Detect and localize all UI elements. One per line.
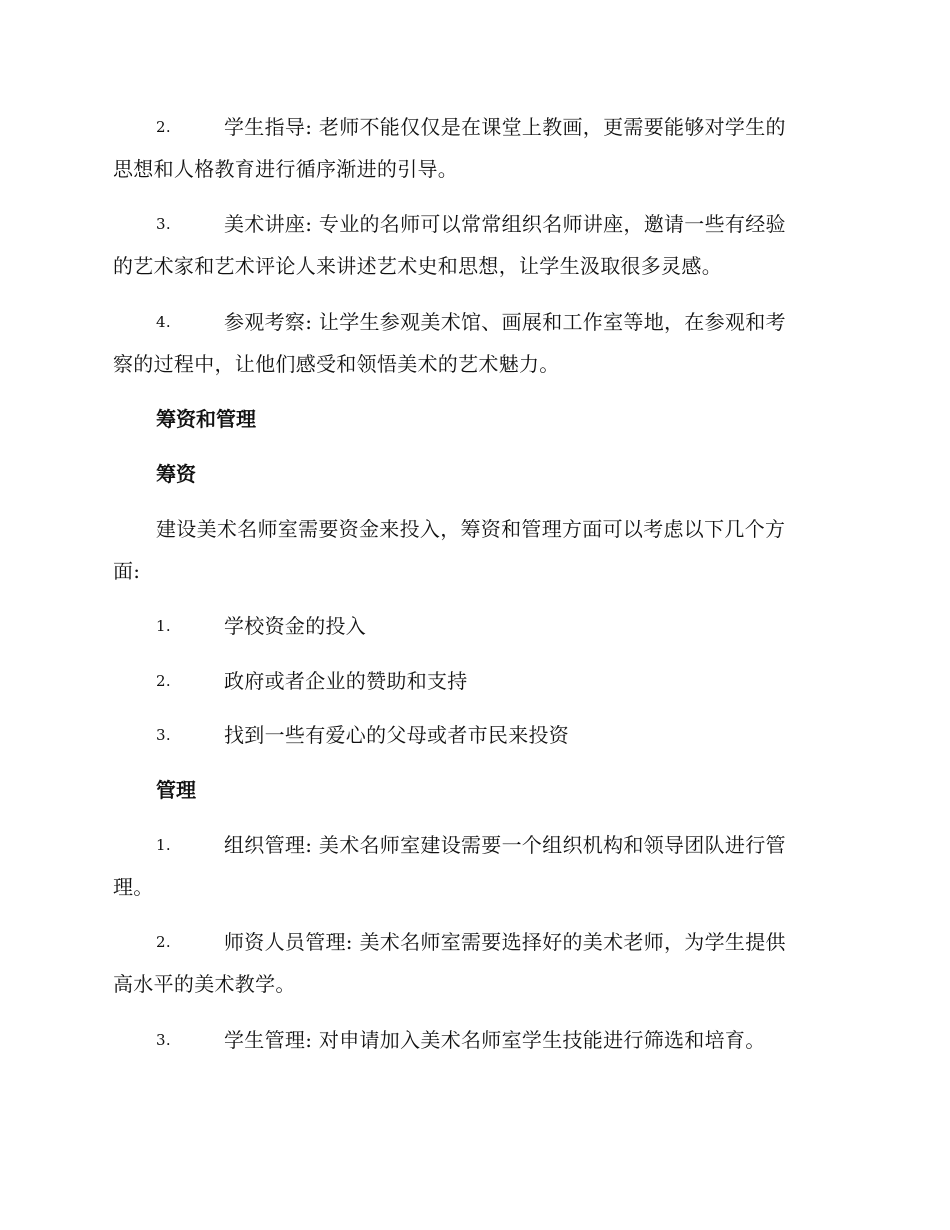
list-item-text: 找到一些有爱心的父母或者市民来投资 [224,723,570,747]
list-item [113,203,829,287]
list-item-number: 1. [156,617,171,635]
list-item-number: 4. [156,313,171,331]
list-item-text-line1: 参观考察: 让学生参观美术馆、画展和工作室等地，在参观和考 [224,310,786,334]
subsection-heading-funding: 筹资 [156,462,196,486]
list-item-text-line2: 高水平的美术教学。 [113,972,296,996]
list-item [113,605,829,647]
list-item [113,660,829,702]
list-item-text-line2: 察的过程中，让他们感受和领悟美术的艺术魅力。 [113,352,560,376]
list-item [113,714,829,756]
list-item [113,1019,829,1061]
list-item [113,301,829,385]
paragraph-line2: 面: [113,559,141,583]
list-item [113,921,829,1005]
list-item-number: 3. [156,726,171,744]
list-item-text-line1: 组织管理: 美术名师室建设需要一个组织机构和领导团队进行管 [224,833,786,857]
list-item-number: 3. [156,215,171,233]
list-item [113,106,829,190]
subsection-heading-management: 管理 [156,778,196,802]
list-item-text-line2: 理。 [113,875,154,899]
list-item-text: 学校资金的投入 [224,614,367,638]
funding-intro-paragraph [113,508,829,592]
list-item-number: 2. [156,118,171,136]
list-item-number: 3. [156,1031,171,1049]
list-item-text-line1: 学生指导: 老师不能仅仅是在课堂上教画，更需要能够对学生的 [224,115,786,139]
list-item [113,824,829,908]
list-item-number: 2. [156,933,171,951]
list-item-text-line1: 学生管理: 对申请加入美术名师室学生技能进行筛选和培育。 [224,1028,766,1052]
list-item-text-line1: 师资人员管理: 美术名师室需要选择好的美术老师，为学生提供 [224,930,786,954]
paragraph-line1: 建设美术名师室需要资金来投入，筹资和管理方面可以考虑以下几个方 [156,517,786,541]
list-item-text-line2: 思想和人格教育进行循序渐进的引导。 [113,157,459,181]
list-item-number: 2. [156,672,171,690]
section-heading: 筹资和管理 [156,407,256,431]
list-item-text-line1: 美术讲座: 专业的名师可以常常组织名师讲座，邀请一些有经验 [224,212,786,236]
list-item-number: 1. [156,836,171,854]
list-item-text: 政府或者企业的赞助和支持 [224,669,468,693]
list-item-text-line2: 的艺术家和艺术评论人来讲述艺术史和思想，让学生汲取很多灵感。 [113,254,722,278]
